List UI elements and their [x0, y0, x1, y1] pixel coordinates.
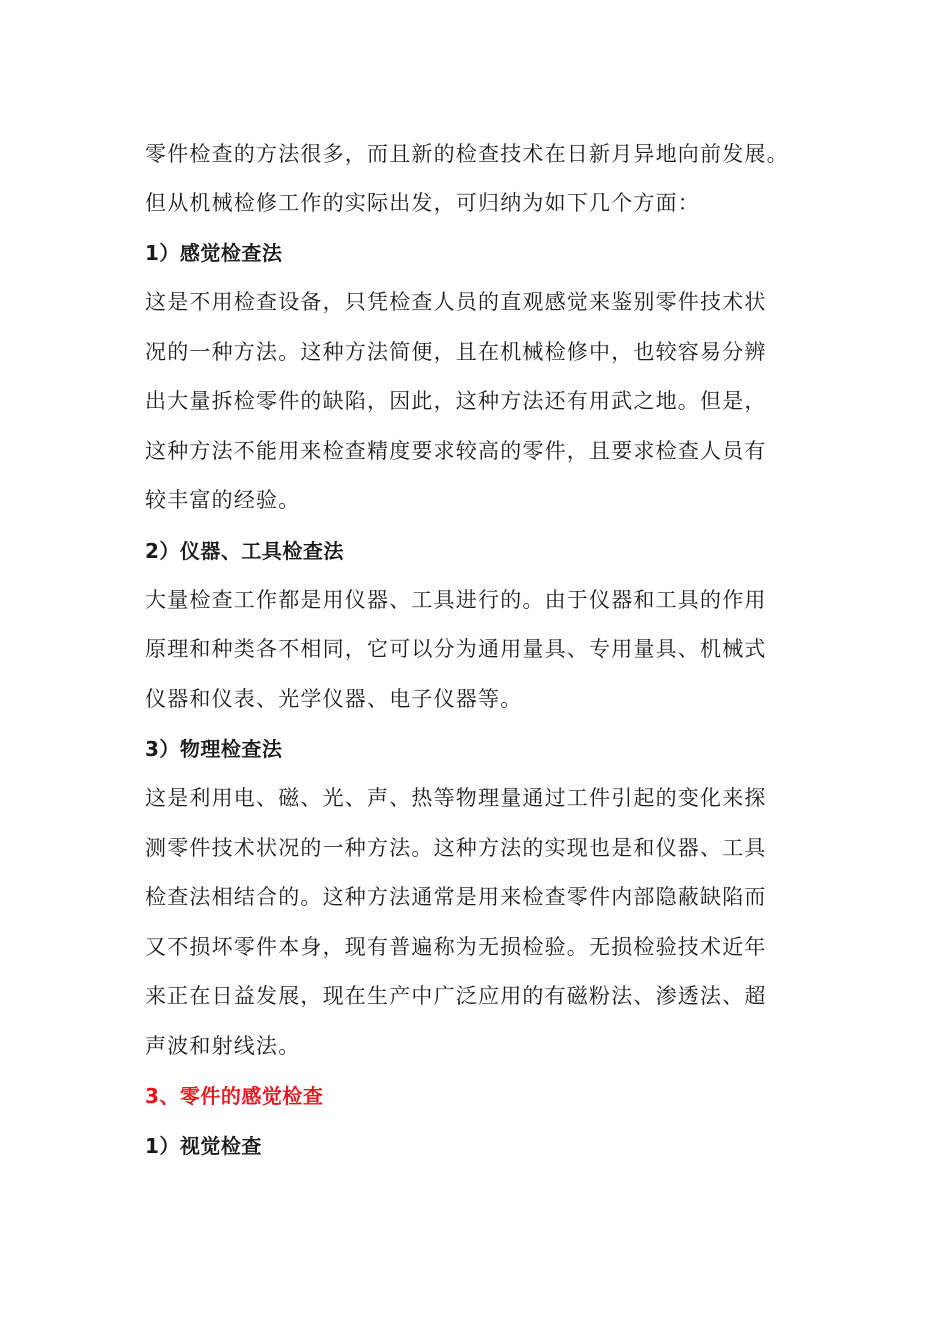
paragraph-line: 这种方法不能用来检查精度要求较高的零件，且要求检查人员有	[145, 439, 767, 463]
paragraph-line: 来正在日益发展，现在生产中广泛应用的有磁粉法、渗透法、超	[145, 984, 767, 1008]
subheading-instrument-tool-inspection: 2）仪器、工具检查法	[145, 539, 344, 563]
paragraph-line: 测零件技术状况的一种方法。这种方法的实现也是和仪器、工具	[145, 836, 767, 860]
paragraph-line: 但从机械检修工作的实际出发，可归纳为如下几个方面：	[145, 191, 700, 215]
subheading-physical-inspection: 3）物理检查法	[145, 737, 283, 761]
subheading-sensory-inspection: 1）感觉检查法	[145, 241, 283, 265]
paragraph-line: 大量检查工作都是用仪器、工具进行的。由于仪器和工具的作用	[145, 588, 767, 612]
paragraph-line: 又不损坏零件本身，现有普遍称为无损检验。无损检验技术近年	[145, 935, 767, 959]
paragraph-line: 这是不用检查设备，只凭检查人员的直观感觉来鉴别零件技术状	[145, 290, 767, 314]
paragraph-line: 况的一种方法。这种方法简便，且在机械检修中，也较容易分辨	[145, 340, 767, 364]
paragraph-line: 较丰富的经验。	[145, 488, 301, 512]
paragraph-line: 仪器和仪表、光学仪器、电子仪器等。	[145, 687, 523, 711]
section-heading-sensory-check: 3、零件的感觉检查	[145, 1084, 324, 1108]
paragraph-line: 声波和射线法。	[145, 1034, 301, 1058]
paragraph-line: 原理和种类各不相同，它可以分为通用量具、专用量具、机械式	[145, 637, 767, 661]
paragraph-line: 检查法相结合的。这种方法通常是用来检查零件内部隐蔽缺陷而	[145, 885, 767, 909]
paragraph-line: 出大量拆检零件的缺陷，因此，这种方法还有用武之地。但是，	[145, 389, 767, 413]
paragraph-line: 这是利用电、磁、光、声、热等物理量通过工件引起的变化来探	[145, 786, 767, 810]
paragraph-line: 零件检查的方法很多，而且新的检查技术在日新月异地向前发展。	[145, 142, 789, 166]
subheading-visual-check: 1）视觉检查	[145, 1134, 262, 1158]
